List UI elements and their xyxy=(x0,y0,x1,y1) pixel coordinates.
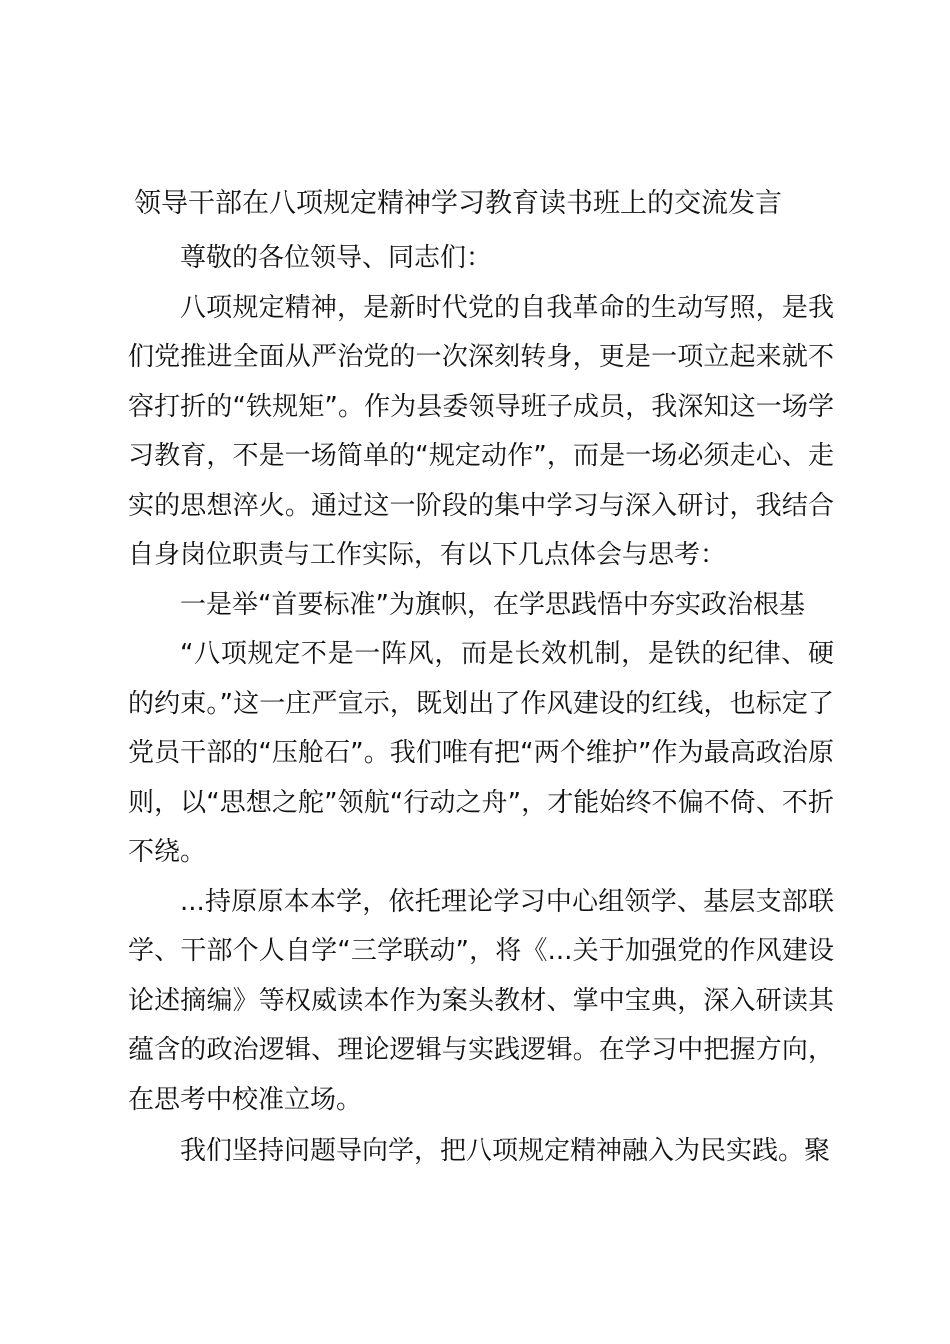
document-body xyxy=(128,234,834,1177)
salutation-paragraph: 尊敬的各位领导、同志们： xyxy=(180,243,493,273)
document-title: 领导干部在八项规定精神学习教育读书班上的交流发言 xyxy=(134,188,782,219)
body-paragraph: “八项规定不是一阵风，而是长效机制，是铁的纪律、硬的约束。”这一庄严宣示，既划出了作风建设的红线，也标定了党员干部的“压舱石”。我们唯有把“两个维护”作为最高政治原则，以“思想之舵”领航“行动之舟”，才能始终不偏不倚、不折不绕。 xyxy=(128,639,834,867)
body-paragraph: ...持原原本本学，依托理论学习中心组领学、基层支部联学、干部个人自学“三学联动”，将《...关于加强党的作风建设论述摘编》等权威读本作为案头教材、掌中宝典，深入研读其蕴含的政治逻辑、理论逻辑与实践逻辑。在学习中把握方向，在思考中校准立场。 xyxy=(128,886,834,1115)
body-paragraph: 八项规定精神，是新时代党的自我革命的生动写照，是我们党推进全面从严治党的一次深刻转身，更是一项立起来就不容打折的“铁规矩”。作为县委领导班子成员，我深知这一场学习教育，不是一场简单的“规定动作”，而是一场必须走心、走实的思想淬火。通过这一阶段的集中学习与深入研讨，我结合自身岗位职责与工作实际，有以下几点体会与思考： xyxy=(128,292,834,570)
body-paragraph: 我们坚持问题导向学，把八项规定精神融入为民实践。聚 xyxy=(180,1136,831,1166)
section-heading: 一是举“首要标准”为旗帜，在学思践悟中夯实政治根基 xyxy=(180,589,805,620)
